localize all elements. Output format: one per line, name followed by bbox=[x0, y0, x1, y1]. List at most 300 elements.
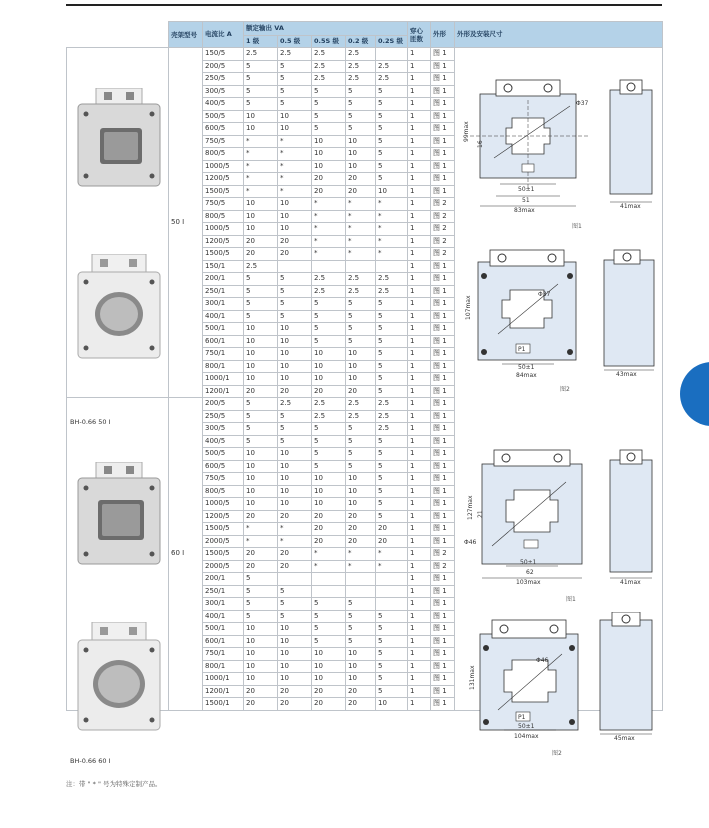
value-cell: * bbox=[312, 223, 346, 236]
value-cell: 20 bbox=[278, 560, 312, 573]
value-cell: * bbox=[376, 560, 408, 573]
value-cell: 5 bbox=[376, 648, 408, 661]
ratio-cell: 200/5 bbox=[203, 60, 244, 73]
value-cell: 10 bbox=[244, 335, 278, 348]
value-cell: 2.5 bbox=[312, 48, 346, 61]
value-cell: 5 bbox=[278, 73, 312, 86]
value-cell: 10 bbox=[346, 473, 376, 486]
value-cell: 5 bbox=[376, 435, 408, 448]
value-cell: 2.5 bbox=[346, 398, 376, 411]
ratio-cell: 1500/1 bbox=[203, 698, 244, 711]
value-cell: 1 bbox=[408, 573, 431, 586]
ratio-cell: 800/5 bbox=[203, 210, 244, 223]
value-cell: 10 bbox=[244, 110, 278, 123]
value-cell: 5 bbox=[376, 123, 408, 136]
value-cell: 1 bbox=[408, 98, 431, 111]
value-cell: 10 bbox=[346, 673, 376, 686]
shape-cell: 图 2 bbox=[431, 198, 455, 211]
value-cell bbox=[312, 260, 346, 273]
value-cell: 5 bbox=[346, 310, 376, 323]
value-cell bbox=[376, 48, 408, 61]
value-cell: * bbox=[244, 135, 278, 148]
fig-caption: 图1 bbox=[566, 596, 576, 603]
ratio-cell: 400/5 bbox=[203, 435, 244, 448]
dim-w1: 50±1 bbox=[518, 723, 535, 730]
value-cell: * bbox=[346, 223, 376, 236]
value-cell: 10 bbox=[244, 323, 278, 336]
value-cell: 1 bbox=[408, 423, 431, 436]
drawing-60-fig2 bbox=[458, 612, 658, 748]
value-cell: 5 bbox=[376, 135, 408, 148]
value-cell: 20 bbox=[346, 510, 376, 523]
value-cell: 5 bbox=[244, 85, 278, 98]
ratio-cell: 200/5 bbox=[203, 398, 244, 411]
value-cell: * bbox=[346, 248, 376, 261]
class-header: 0.5 级 bbox=[278, 36, 312, 48]
value-cell: 10 bbox=[346, 135, 376, 148]
shape-cell: 图 1 bbox=[431, 148, 455, 161]
value-cell: 2.5 bbox=[376, 398, 408, 411]
value-cell: 5 bbox=[244, 610, 278, 623]
value-cell: 1 bbox=[408, 110, 431, 123]
value-cell: 10 bbox=[346, 648, 376, 661]
value-cell: 10 bbox=[346, 160, 376, 173]
value-cell: 10 bbox=[346, 148, 376, 161]
value-cell: 20 bbox=[312, 523, 346, 536]
value-cell: 2.5 bbox=[376, 73, 408, 86]
value-cell: 10 bbox=[278, 323, 312, 336]
value-cell bbox=[376, 260, 408, 273]
value-cell: * bbox=[312, 560, 346, 573]
value-cell: 20 bbox=[346, 523, 376, 536]
value-cell: 5 bbox=[244, 398, 278, 411]
fig-caption: 图2 bbox=[560, 386, 570, 393]
value-cell: 20 bbox=[244, 385, 278, 398]
shape-cell: 图 1 bbox=[431, 610, 455, 623]
value-cell: 10 bbox=[312, 473, 346, 486]
value-cell: 20 bbox=[278, 385, 312, 398]
ratio-cell: 250/5 bbox=[203, 410, 244, 423]
value-cell: 10 bbox=[312, 485, 346, 498]
value-cell bbox=[376, 585, 408, 598]
value-cell: 20 bbox=[312, 385, 346, 398]
ratio-cell: 1000/5 bbox=[203, 498, 244, 511]
value-cell: 1 bbox=[408, 535, 431, 548]
ratio-cell: 300/1 bbox=[203, 598, 244, 611]
ratio-cell: 600/1 bbox=[203, 635, 244, 648]
value-cell: 10 bbox=[376, 698, 408, 711]
ratio-cell: 500/5 bbox=[203, 448, 244, 461]
value-cell: 5 bbox=[376, 473, 408, 486]
value-cell: 5 bbox=[376, 510, 408, 523]
shape-cell: 图 1 bbox=[431, 360, 455, 373]
value-cell: 1 bbox=[408, 373, 431, 386]
ratio-cell: 500/1 bbox=[203, 323, 244, 336]
dims-header: 外形及安装尺寸 bbox=[455, 22, 663, 48]
value-cell: 5 bbox=[346, 460, 376, 473]
value-cell: 10 bbox=[312, 373, 346, 386]
dim-w2: 84max bbox=[516, 372, 537, 379]
value-cell: 10 bbox=[278, 110, 312, 123]
image-header-blank bbox=[67, 22, 169, 48]
value-cell: 5 bbox=[278, 598, 312, 611]
value-cell: 20 bbox=[278, 685, 312, 698]
value-cell: 5 bbox=[376, 498, 408, 511]
value-cell: 10 bbox=[244, 460, 278, 473]
value-cell: 5 bbox=[346, 335, 376, 348]
shape-cell: 图 1 bbox=[431, 448, 455, 461]
shape-cell: 图 1 bbox=[431, 135, 455, 148]
shape-cell: 图 1 bbox=[431, 585, 455, 598]
value-cell: 2.5 bbox=[312, 73, 346, 86]
ratio-cell: 800/5 bbox=[203, 148, 244, 161]
value-cell: 5 bbox=[312, 635, 346, 648]
value-cell: * bbox=[244, 535, 278, 548]
value-cell: 5 bbox=[244, 298, 278, 311]
value-cell: 10 bbox=[278, 648, 312, 661]
product-photo-60-alt bbox=[74, 622, 164, 732]
value-cell: * bbox=[346, 198, 376, 211]
shape-cell: 图 1 bbox=[431, 398, 455, 411]
value-cell: 10 bbox=[278, 348, 312, 361]
value-cell: 5 bbox=[376, 98, 408, 111]
value-cell: 5 bbox=[278, 298, 312, 311]
ratio-cell: 250/1 bbox=[203, 585, 244, 598]
value-cell: 5 bbox=[376, 360, 408, 373]
value-cell: 1 bbox=[408, 48, 431, 61]
value-cell: 5 bbox=[312, 598, 346, 611]
value-cell: 1 bbox=[408, 73, 431, 86]
value-cell: 10 bbox=[278, 223, 312, 236]
value-cell: 5 bbox=[376, 673, 408, 686]
value-cell: 2.5 bbox=[312, 285, 346, 298]
value-cell: 5 bbox=[346, 448, 376, 461]
ratio-cell: 400/1 bbox=[203, 310, 244, 323]
shape-cell: 图 1 bbox=[431, 110, 455, 123]
value-cell: 5 bbox=[376, 298, 408, 311]
value-cell: 5 bbox=[376, 160, 408, 173]
value-cell: 5 bbox=[346, 110, 376, 123]
value-cell: 2.5 bbox=[312, 410, 346, 423]
shape-cell: 图 2 bbox=[431, 548, 455, 561]
value-cell: 1 bbox=[408, 273, 431, 286]
value-cell: 20 bbox=[278, 248, 312, 261]
ratio-cell: 600/1 bbox=[203, 335, 244, 348]
value-cell: 20 bbox=[278, 698, 312, 711]
dim-diameter: Φ46 bbox=[536, 657, 549, 664]
turns-header: 穿心匝数 bbox=[408, 22, 431, 48]
value-cell: 1 bbox=[408, 160, 431, 173]
shape-cell: 图 1 bbox=[431, 685, 455, 698]
dim-height: 107max bbox=[465, 295, 472, 320]
value-cell: 2.5 bbox=[278, 48, 312, 61]
top-rule bbox=[66, 4, 662, 6]
value-cell: 1 bbox=[408, 685, 431, 698]
value-cell: 5 bbox=[312, 435, 346, 448]
value-cell: 5 bbox=[278, 585, 312, 598]
value-cell: 10 bbox=[244, 223, 278, 236]
value-cell: 1 bbox=[408, 298, 431, 311]
value-cell: 5 bbox=[278, 98, 312, 111]
shape-cell: 图 1 bbox=[431, 410, 455, 423]
value-cell: 1 bbox=[408, 260, 431, 273]
shape-cell: 图 1 bbox=[431, 498, 455, 511]
value-cell: 5 bbox=[244, 435, 278, 448]
value-cell: 5 bbox=[376, 310, 408, 323]
value-cell: 10 bbox=[312, 660, 346, 673]
ratio-cell: 400/5 bbox=[203, 98, 244, 111]
value-cell: 10 bbox=[244, 210, 278, 223]
value-cell: 20 bbox=[346, 698, 376, 711]
dim-w3: 103max bbox=[516, 579, 541, 586]
value-cell: 20 bbox=[244, 548, 278, 561]
ratio-cell: 1500/5 bbox=[203, 185, 244, 198]
ratio-cell: 300/1 bbox=[203, 298, 244, 311]
value-cell: * bbox=[244, 185, 278, 198]
ratio-cell: 1200/1 bbox=[203, 685, 244, 698]
rated-output-header: 额定输出 VA bbox=[244, 22, 408, 36]
value-cell: 2.5 bbox=[346, 285, 376, 298]
value-cell: 1 bbox=[408, 698, 431, 711]
value-cell: 5 bbox=[278, 85, 312, 98]
value-cell: 5 bbox=[312, 123, 346, 136]
value-cell: 10 bbox=[312, 673, 346, 686]
value-cell: 10 bbox=[278, 335, 312, 348]
drawing-50-fig2 bbox=[458, 238, 658, 380]
value-cell: 5 bbox=[312, 323, 346, 336]
value-cell: 1 bbox=[408, 123, 431, 136]
shape-cell: 图 1 bbox=[431, 85, 455, 98]
value-cell: 20 bbox=[376, 523, 408, 536]
value-cell: 2.5 bbox=[244, 48, 278, 61]
class-header: 0.2 级 bbox=[346, 36, 376, 48]
value-cell: 20 bbox=[244, 235, 278, 248]
value-cell: 10 bbox=[244, 673, 278, 686]
value-cell: 20 bbox=[244, 510, 278, 523]
value-cell: 5 bbox=[312, 110, 346, 123]
value-cell: 1 bbox=[408, 223, 431, 236]
shape-cell: 图 1 bbox=[431, 598, 455, 611]
value-cell: * bbox=[312, 548, 346, 561]
value-cell: 5 bbox=[278, 435, 312, 448]
value-cell: 10 bbox=[244, 660, 278, 673]
value-cell: 5 bbox=[278, 273, 312, 286]
shape-cell: 图 1 bbox=[431, 660, 455, 673]
dim-w2: 62 bbox=[526, 569, 534, 576]
value-cell: 5 bbox=[346, 635, 376, 648]
value-cell: 1 bbox=[408, 285, 431, 298]
footnote: 注：带 " * " 号为特殊定制产品。 bbox=[66, 780, 162, 788]
value-cell: 10 bbox=[278, 360, 312, 373]
shape-cell: 图 2 bbox=[431, 248, 455, 261]
value-cell: * bbox=[278, 135, 312, 148]
ratio-cell: 250/1 bbox=[203, 285, 244, 298]
shape-cell: 图 1 bbox=[431, 160, 455, 173]
value-cell: 10 bbox=[244, 123, 278, 136]
shape-cell: 图 1 bbox=[431, 385, 455, 398]
value-cell: * bbox=[376, 210, 408, 223]
value-cell: 5 bbox=[312, 98, 346, 111]
value-cell: 2.5 bbox=[278, 398, 312, 411]
value-cell: * bbox=[244, 523, 278, 536]
value-cell: * bbox=[244, 173, 278, 186]
value-cell: 1 bbox=[408, 235, 431, 248]
value-cell: 10 bbox=[312, 148, 346, 161]
value-cell: 5 bbox=[346, 123, 376, 136]
value-cell: 10 bbox=[346, 373, 376, 386]
value-cell: 10 bbox=[278, 373, 312, 386]
shape-cell: 图 2 bbox=[431, 560, 455, 573]
value-cell: 1 bbox=[408, 610, 431, 623]
value-cell: 10 bbox=[278, 123, 312, 136]
ratio-cell: 200/1 bbox=[203, 573, 244, 586]
shape-cell: 图 1 bbox=[431, 335, 455, 348]
ratio-cell: 2000/5 bbox=[203, 560, 244, 573]
value-cell: 1 bbox=[408, 210, 431, 223]
value-cell: 5 bbox=[312, 623, 346, 636]
dim-depth: 41max bbox=[620, 203, 641, 210]
value-cell: 5 bbox=[312, 310, 346, 323]
ratio-cell: 800/1 bbox=[203, 360, 244, 373]
value-cell: * bbox=[278, 160, 312, 173]
value-cell bbox=[312, 585, 346, 598]
value-cell: 5 bbox=[312, 448, 346, 461]
value-cell: 1 bbox=[408, 648, 431, 661]
value-cell: 5 bbox=[346, 298, 376, 311]
product-photo-60-front bbox=[74, 462, 164, 568]
value-cell: 1 bbox=[408, 60, 431, 73]
value-cell: 1 bbox=[408, 335, 431, 348]
value-cell: 20 bbox=[312, 535, 346, 548]
value-cell: * bbox=[278, 185, 312, 198]
value-cell: 2.5 bbox=[312, 273, 346, 286]
terminal-label: P1 bbox=[518, 714, 526, 721]
value-cell: 10 bbox=[278, 660, 312, 673]
class-header: 1 级 bbox=[244, 36, 278, 48]
ratio-cell: 300/5 bbox=[203, 85, 244, 98]
ratio-cell: 500/1 bbox=[203, 623, 244, 636]
dim-w2: 51 bbox=[522, 197, 530, 204]
value-cell: 10 bbox=[312, 648, 346, 661]
value-cell: 5 bbox=[376, 485, 408, 498]
value-cell: 20 bbox=[244, 685, 278, 698]
value-cell: 5 bbox=[312, 85, 346, 98]
value-cell: 20 bbox=[346, 385, 376, 398]
shape-cell: 图 1 bbox=[431, 73, 455, 86]
value-cell: 10 bbox=[278, 635, 312, 648]
value-cell: * bbox=[376, 198, 408, 211]
value-cell: 10 bbox=[278, 198, 312, 211]
value-cell: 5 bbox=[376, 335, 408, 348]
value-cell: 20 bbox=[346, 685, 376, 698]
shape-cell: 图 1 bbox=[431, 423, 455, 436]
value-cell: 20 bbox=[346, 535, 376, 548]
ratio-cell: 1200/5 bbox=[203, 510, 244, 523]
dim-depth: 43max bbox=[616, 371, 637, 378]
product-photo-50-alt bbox=[74, 254, 164, 360]
shape-cell: 图 1 bbox=[431, 298, 455, 311]
value-cell: 20 bbox=[346, 173, 376, 186]
value-cell: 1 bbox=[408, 85, 431, 98]
value-cell: 20 bbox=[278, 235, 312, 248]
product-photo-50-front bbox=[74, 88, 164, 190]
class-header: 0.2S 级 bbox=[376, 36, 408, 48]
value-cell: * bbox=[278, 173, 312, 186]
value-cell: 10 bbox=[376, 185, 408, 198]
value-cell: 20 bbox=[346, 185, 376, 198]
model-caption-60: BH-0.66 60 Ⅰ bbox=[70, 757, 111, 765]
ratio-cell: 250/5 bbox=[203, 73, 244, 86]
value-cell: 1 bbox=[408, 623, 431, 636]
value-cell: 2.5 bbox=[376, 285, 408, 298]
value-cell: 2.5 bbox=[346, 273, 376, 286]
value-cell: 10 bbox=[312, 135, 346, 148]
value-cell: 1 bbox=[408, 148, 431, 161]
value-cell: 1 bbox=[408, 548, 431, 561]
value-cell: 10 bbox=[244, 498, 278, 511]
ratio-cell: 1000/1 bbox=[203, 673, 244, 686]
value-cell bbox=[376, 573, 408, 586]
value-cell: 10 bbox=[278, 673, 312, 686]
value-cell: 1 bbox=[408, 473, 431, 486]
shape-cell: 图 1 bbox=[431, 510, 455, 523]
shape-cell: 图 2 bbox=[431, 235, 455, 248]
value-cell: 10 bbox=[244, 473, 278, 486]
value-cell: 2.5 bbox=[346, 410, 376, 423]
value-cell bbox=[346, 573, 376, 586]
ratio-cell: 800/5 bbox=[203, 485, 244, 498]
value-cell: 5 bbox=[376, 635, 408, 648]
ratio-cell: 400/1 bbox=[203, 610, 244, 623]
dim-height: 99max bbox=[463, 121, 470, 142]
shape-cell: 图 1 bbox=[431, 573, 455, 586]
value-cell: 5 bbox=[376, 348, 408, 361]
ratio-cell: 1500/5 bbox=[203, 523, 244, 536]
dim-height-2: 21 bbox=[477, 510, 484, 518]
value-cell: 10 bbox=[312, 160, 346, 173]
ratio-cell: 1000/5 bbox=[203, 160, 244, 173]
value-cell: 2.5 bbox=[376, 410, 408, 423]
ratio-cell: 1500/5 bbox=[203, 548, 244, 561]
value-cell: 5 bbox=[376, 460, 408, 473]
value-cell: 5 bbox=[376, 385, 408, 398]
value-cell: 5 bbox=[376, 685, 408, 698]
dim-height: 131max bbox=[469, 665, 476, 690]
value-cell: * bbox=[376, 248, 408, 261]
shape-cell: 图 1 bbox=[431, 473, 455, 486]
value-cell: 10 bbox=[244, 623, 278, 636]
ratio-cell: 1000/5 bbox=[203, 223, 244, 236]
value-cell: * bbox=[312, 198, 346, 211]
value-cell: 5 bbox=[346, 323, 376, 336]
dim-w1: 50±1 bbox=[520, 559, 537, 566]
dim-w2: 104max bbox=[514, 733, 539, 740]
value-cell: 1 bbox=[408, 598, 431, 611]
value-cell: * bbox=[346, 560, 376, 573]
value-cell: 10 bbox=[244, 635, 278, 648]
dim-depth: 45max bbox=[614, 735, 635, 742]
value-cell: 10 bbox=[278, 460, 312, 473]
value-cell: 1 bbox=[408, 385, 431, 398]
shape-cell: 图 1 bbox=[431, 285, 455, 298]
value-cell: 5 bbox=[346, 610, 376, 623]
value-cell: 1 bbox=[408, 410, 431, 423]
value-cell: 5 bbox=[346, 98, 376, 111]
shape-cell: 图 1 bbox=[431, 348, 455, 361]
value-cell: 10 bbox=[278, 473, 312, 486]
dim-w1: 50±1 bbox=[518, 364, 535, 371]
shape-cell: 图 1 bbox=[431, 635, 455, 648]
